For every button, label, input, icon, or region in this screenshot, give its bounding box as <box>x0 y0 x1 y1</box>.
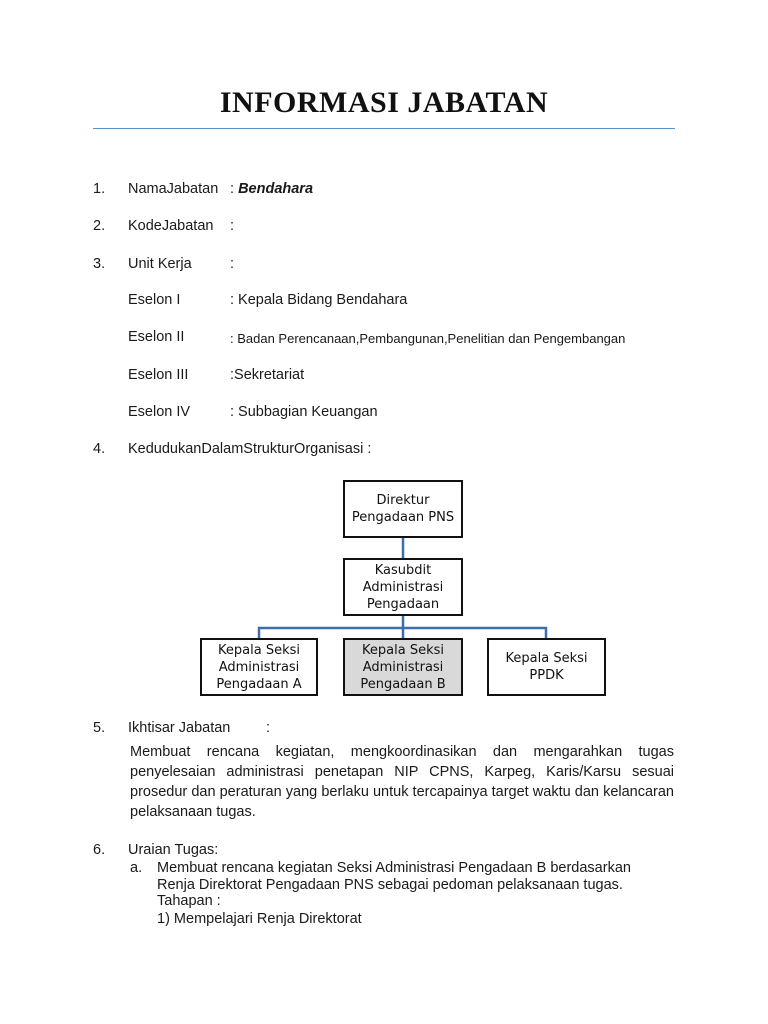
eselon-4-label: Eselon IV <box>128 404 191 420</box>
page-title: INFORMASI JABATAN <box>219 86 549 119</box>
item-number-1: 1. <box>93 181 106 197</box>
uraian-step-1: 1) Mempelajari Renja Direktorat <box>157 911 362 927</box>
item-label-nama-jabatan: NamaJabatan <box>128 181 219 197</box>
eselon-1-label: Eselon I <box>128 292 181 308</box>
org-box-seksi-b: Kepala Seksi Administrasi Pengadaan B <box>343 638 463 696</box>
ikhtisar-paragraph: Membuat rencana kegiatan, mengkoordinasikan dan mengarahkan tugas penyelesaian administrasi penetapan NIP CPNS, Karpeg, Karis/Karsu sesuai prosedur dan peraturan yang berlaku untuk tercapainya target waktu dan kelancaran pelaksanaan tugas. <box>130 744 674 820</box>
item-number-3: 3. <box>93 256 106 272</box>
org-box-seksi-ppdk: Kepala Seksi PPDK <box>487 638 606 696</box>
item-colon-ikhtisar: : <box>266 720 271 736</box>
item-value-unit-kerja: : <box>230 256 235 272</box>
item-number-2: 2. <box>93 218 106 234</box>
item-label-ikhtisar: Ikhtisar Jabatan <box>128 720 231 736</box>
colon: : <box>230 181 239 197</box>
item-number-5: 5. <box>93 720 106 736</box>
uraian-a-marker: a. <box>130 860 143 876</box>
org-box-direktur: Direktur Pengadaan PNS <box>343 480 463 538</box>
item-label-kode-jabatan: KodeJabatan <box>128 218 214 234</box>
eselon-4-value: : Subbagian Keuangan <box>230 404 378 420</box>
eselon-2-label: Eselon II <box>128 329 185 345</box>
org-box-seksi-a: Kepala Seksi Administrasi Pengadaan A <box>200 638 318 696</box>
item-number-4: 4. <box>93 441 106 457</box>
item-number-6: 6. <box>93 842 106 858</box>
nama-jabatan-value: Bendahara <box>238 181 314 197</box>
org-box-kasubdit: Kasubdit Administrasi Pengadaan <box>343 558 463 616</box>
uraian-tahapan: Tahapan : <box>157 893 221 909</box>
item-label-uraian: Uraian Tugas: <box>128 842 219 858</box>
eselon-2-value: : Badan Perencanaan,Pembangunan,Penelitian dan Pengembangan <box>230 331 626 346</box>
eselon-3-label: Eselon III <box>128 367 189 383</box>
uraian-a-line-1: Membuat rencana kegiatan Seksi Administrasi Pengadaan B berdasarkan <box>157 860 631 876</box>
uraian-a-line-2: Renja Direktorat Pengadaan PNS sebagai pedoman pelaksanaan tugas. <box>157 877 623 893</box>
item-label-unit-kerja: Unit Kerja <box>128 256 192 272</box>
item-value-kode-jabatan: : <box>230 218 235 234</box>
item-label-kedudukan: KedudukanDalamStrukturOrganisasi : <box>128 441 372 457</box>
eselon-3-value: :Sekretariat <box>230 367 305 383</box>
eselon-1-value: : Kepala Bidang Bendahara <box>230 292 408 308</box>
